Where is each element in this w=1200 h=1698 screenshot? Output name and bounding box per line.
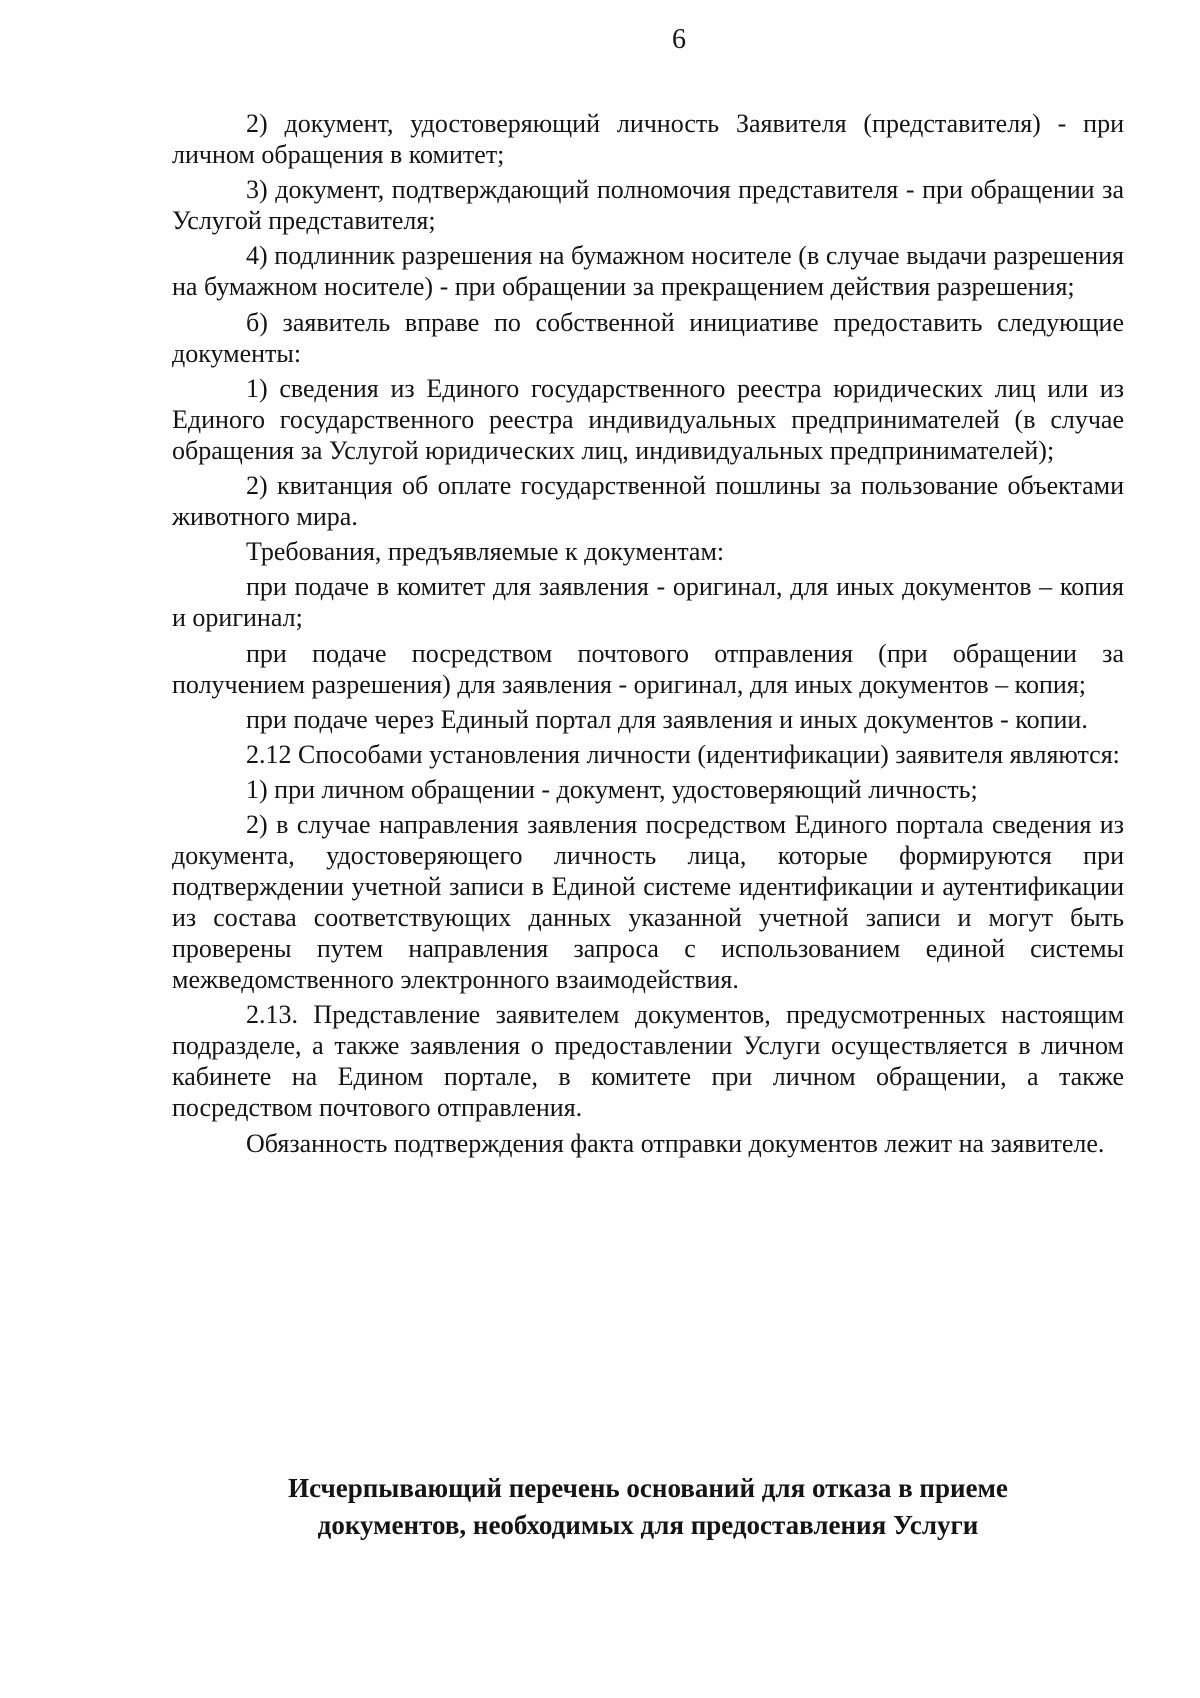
page-number: 6 [672,24,686,55]
paragraph: при подаче через Единый портал для заявления и иных документов - копии. [246,704,1088,734]
paragraph: при подаче в комитет для заявления - оригинал, для иных документов – копия и оригинал; [172,572,1124,633]
paragraph: 2) в случае направления заявления посредством Единого портала сведения из документа, удостоверяющего личность лица, которые формируются при подтверждении учетной записи в Единой системе идентификации и аутентификации из состава соответствующих данных указанной учетной записи и могут быть проверены путем направления запроса с использованием единой системы межведомственного электронного взаимодействия. [172,810,1124,995]
paragraph: 1) при личном обращении - документ, удостоверяющий личность; [246,775,978,805]
paragraph: б) заявитель вправе по собственной инициативе предоставить следующие документы: [172,307,1124,368]
paragraph: Обязанность подтверждения факта отправки документов лежит на заявителе. [246,1128,1105,1158]
paragraph: Требования, предъявляемые к документам: [246,537,725,567]
section-heading [172,1470,1124,1544]
paragraph: 4) подлинник разрешения на бумажном носителе (в случае выдачи разрешения на бумажном носителе) - при обращении за прекращением действия разрешения; [172,241,1124,302]
paragraph: 2.13. Представление заявителем документов, предусмотренных настоящим подразделе, а также заявления о предоставлении Услуги осуществляется в личном кабинете на Едином портале, в комитете при личном обращении, а также посредством почтового отправления. [172,1000,1124,1123]
paragraph: при подаче посредством почтового отправления (при обращении за получением разрешения) для заявления - оригинал, для иных документов – копия; [172,638,1124,699]
section-heading-line: Исчерпывающий перечень оснований для отказа в приеме [288,1473,1008,1503]
page-header [0,0,1200,60]
paragraph: 3) документ, подтверждающий полномочия представителя - при обращении за Услугой представителя; [172,175,1124,236]
paragraph: 2.12 Способами установления личности (идентификации) заявителя являются: [246,739,1120,769]
paragraph: 2) документ, удостоверяющий личность Заявителя (представителя) - при личном обращения в комитет; [172,109,1124,169]
document-body [172,108,1124,1163]
section-heading-line: документов, необходимых для предоставления Услуги [317,1510,979,1540]
paragraph: 1) сведения из Единого государственного реестра юридических лиц или из Единого государственного реестра индивидуальных предпринимателей (в случае обращения за Услугой юридических лиц, индивидуальных предпринимателей); [172,373,1124,465]
paragraph: 2) квитанция об оплате государственной пошлины за пользование объектами животного мира. [172,470,1124,531]
